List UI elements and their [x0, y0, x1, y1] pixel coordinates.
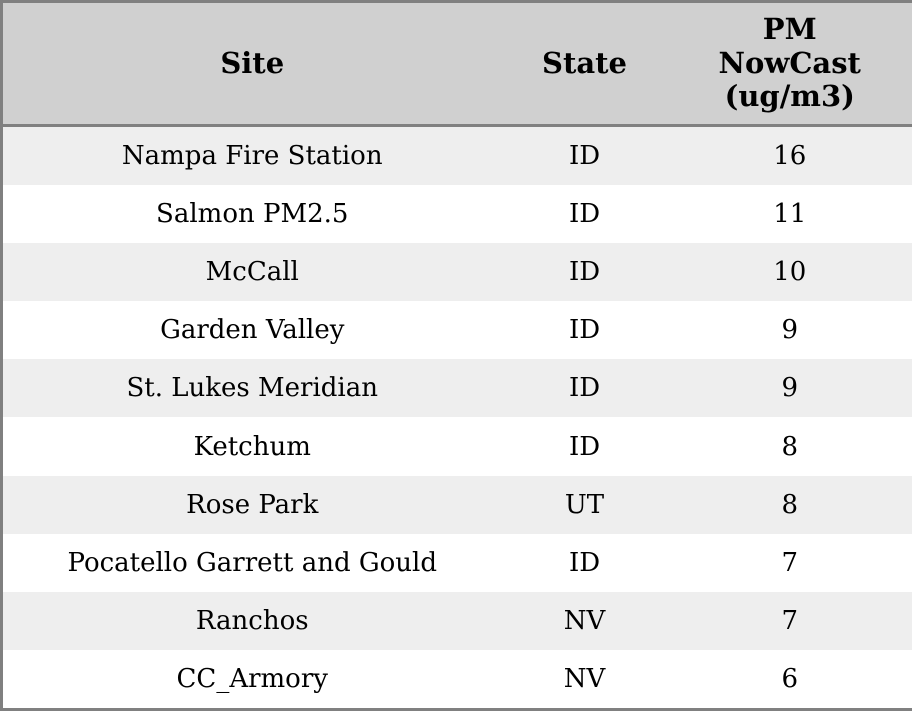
pm-nowcast-cell: 7	[781, 605, 799, 636]
column-header-site	[2, 2, 502, 126]
state-cell: ID	[568, 141, 601, 172]
table-row	[2, 417, 912, 475]
column-header-site-label: Site	[220, 45, 285, 80]
state-cell: ID	[568, 315, 601, 346]
site-cell: Nampa Fire Station	[121, 141, 383, 172]
table-header	[2, 2, 912, 126]
pm-nowcast-cell: 8	[781, 489, 799, 520]
site-cell: Ranchos	[195, 605, 309, 636]
table-row	[2, 301, 912, 359]
site-cell: Rose Park	[186, 489, 319, 520]
state-cell: ID	[568, 373, 601, 404]
pm-nowcast-cell: 11	[773, 199, 807, 230]
table-body	[2, 126, 912, 710]
pm-nowcast-cell: 9	[781, 315, 799, 346]
table-row	[2, 650, 912, 710]
state-cell: NV	[563, 663, 606, 694]
table-row	[2, 359, 912, 417]
site-cell: Salmon PM2.5	[156, 199, 349, 230]
pm-nowcast-cell: 9	[781, 373, 799, 404]
site-cell: McCall	[205, 257, 299, 288]
state-cell: NV	[563, 605, 606, 636]
state-cell: UT	[564, 489, 605, 520]
pm-nowcast-cell: 16	[773, 141, 807, 172]
column-header-pm-nowcast-label: PM NowCast (ug/m3)	[718, 12, 861, 114]
state-cell: ID	[568, 199, 601, 230]
pm-nowcast-cell: 6	[781, 663, 799, 694]
site-cell: Pocatello Garrett and Gould	[67, 547, 437, 578]
pm-nowcast-cell: 10	[773, 257, 807, 288]
table-row	[2, 534, 912, 592]
column-header-state-label: State	[542, 45, 627, 80]
header-row	[2, 2, 912, 126]
table-row	[2, 592, 912, 650]
pm-nowcast-cell: 7	[781, 547, 799, 578]
table-row	[2, 243, 912, 301]
table-row	[2, 185, 912, 243]
pm-nowcast-cell: 8	[781, 431, 799, 462]
site-cell: St. Lukes Meridian	[126, 373, 378, 404]
column-header-pm-nowcast	[668, 2, 912, 126]
site-cell: Ketchum	[193, 431, 311, 462]
state-cell: ID	[568, 547, 601, 578]
state-cell: ID	[568, 431, 601, 462]
table-row	[2, 126, 912, 186]
site-cell: Garden Valley	[160, 315, 345, 346]
site-cell: CC_Armory	[176, 663, 328, 694]
table-row	[2, 476, 912, 534]
state-cell: ID	[568, 257, 601, 288]
column-header-state	[502, 2, 668, 126]
